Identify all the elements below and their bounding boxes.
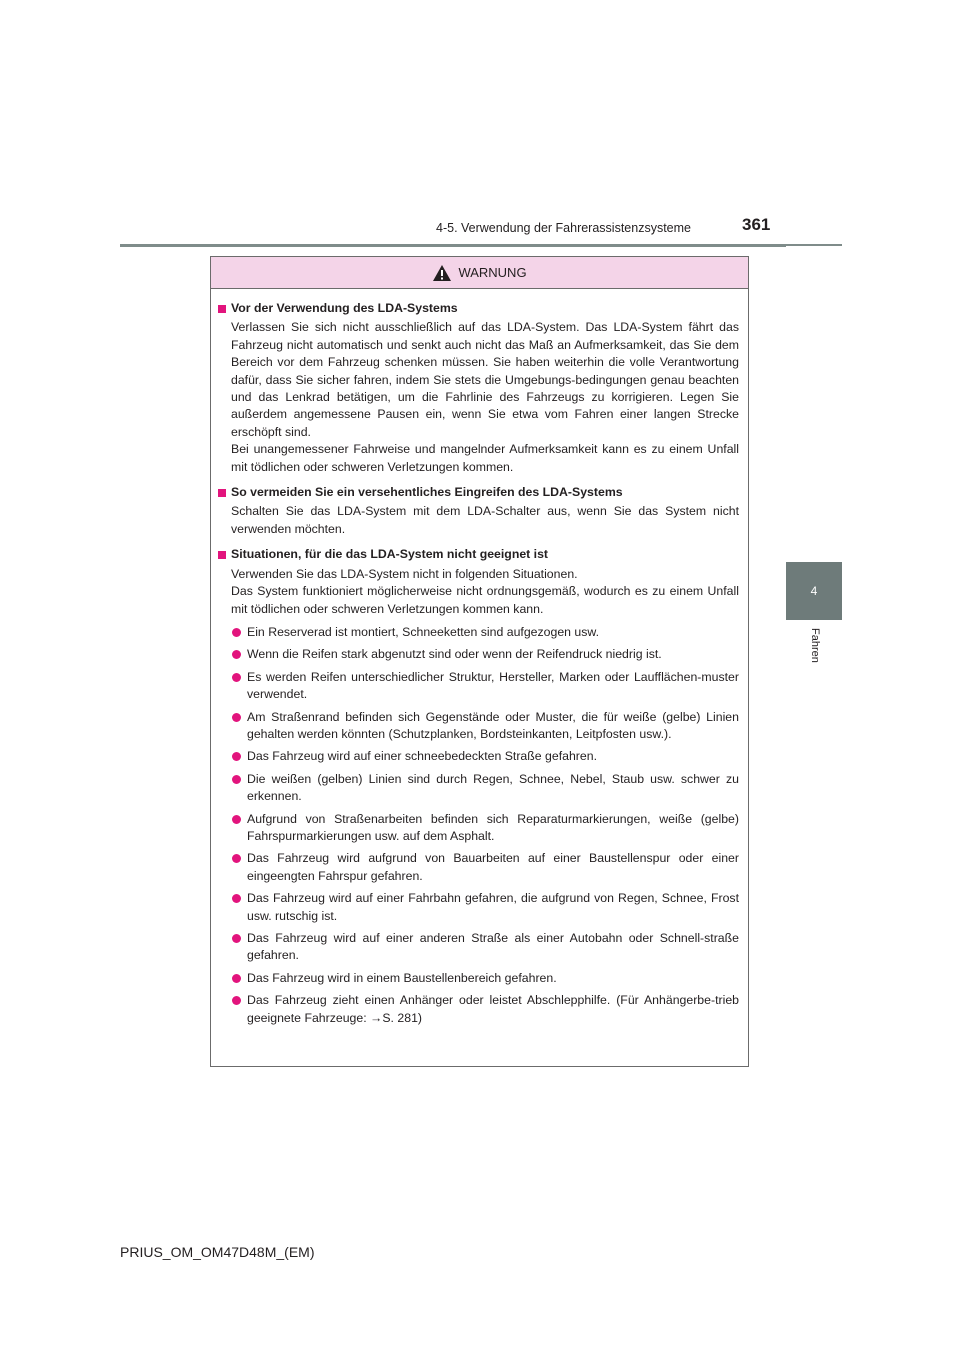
section-title: So vermeiden Sie ein versehentliches Eingreifen des LDA-Systems	[231, 485, 623, 500]
round-bullet-icon	[232, 673, 241, 682]
warning-section	[217, 546, 739, 1027]
round-bullet-icon	[232, 996, 241, 1005]
chapter-number: 4	[810, 584, 818, 598]
header-divider	[120, 244, 842, 247]
section-paragraph: Verlassen Sie sich nicht ausschließlich auf das LDA-System. Das LDA-System fährt das Fahrzeug nicht automatisch und senkt auch nicht das Maß an Aufmerksamkeit, das Sie dem Bereich vor dem Fahrzeug schenken müssen. Sie haben weiterhin die volle Verantwortung dafür, dass Sie sicher fahren, indem Sie stets die Umgebungs-bedingungen genau beachten und das Lenkrad betätigen, um die Fahrlinie des Fahrzeugs zu korrigieren. Legen Sie außerdem angemessene Pausen ein, wenn Sie etwa vom Fahren einer langen Strecke erschöpft sind.	[231, 320, 739, 439]
list-item: Die weißen (gelben) Linien sind durch Regen, Schnee, Nebel, Staub usw. schwer zu erkennen.	[217, 771, 739, 806]
chapter-tab[interactable]	[786, 562, 842, 620]
list-item: Das Fahrzeug wird auf einer anderen Straße als einer Autobahn oder Schnell-straße gefahren.	[217, 930, 739, 965]
warning-section	[217, 300, 739, 476]
square-bullet-icon	[218, 489, 226, 497]
round-bullet-icon	[232, 974, 241, 983]
section-paragraph: Schalten Sie das LDA-System mit dem LDA-Schalter aus, wenn Sie das System nicht verwenden möchten.	[231, 504, 739, 536]
section-title: Vor der Verwendung des LDA-Systems	[231, 301, 458, 315]
list-item: Das Fahrzeug zieht einen Anhänger oder leistet Abschlepphilfe. (Für Anhängerbe-trieb geeignete Fahrzeuge: →S. 281)	[217, 992, 739, 1027]
round-bullet-icon	[232, 650, 241, 659]
list-item: Wenn die Reifen stark abgenutzt sind oder wenn der Reifendruck niedrig ist.	[217, 646, 739, 663]
chapter-label: Fahren	[809, 628, 821, 663]
round-bullet-icon	[232, 775, 241, 784]
page-number: 361	[742, 215, 771, 234]
list-item: Das Fahrzeug wird auf einer Fahrbahn gefahren, die aufgrund von Regen, Schnee, Frost usw. rutschig ist.	[217, 890, 739, 925]
warning-body	[211, 289, 748, 1027]
list-item: Das Fahrzeug wird aufgrund von Bauarbeiten auf einer Baustellenspur oder einer eingeengten Fahrspur gefahren.	[217, 850, 739, 885]
round-bullet-icon	[232, 815, 241, 824]
round-bullet-icon	[232, 934, 241, 943]
section-header: 4-5. Verwendung der Fahrerassistenzsysteme	[436, 221, 691, 235]
list-item: Das Fahrzeug wird in einem Baustellenbereich gefahren.	[217, 970, 739, 987]
list-item: Aufgrund von Straßenarbeiten befinden sich Reparaturmarkierungen, weiße (gelbe) Fahrspurmarkierungen usw. auf dem Asphalt.	[217, 811, 739, 846]
section-paragraph: Bei unangemessener Fahrweise und mangelnder Aufmerksamkeit kann es zu einem Unfall mit tödlichen oder schweren Verletzungen kommen.	[231, 442, 739, 474]
document-code: PRIUS_OM_OM47D48M_(EM)	[120, 1244, 315, 1260]
section-paragraph: Das System funktioniert möglicherweise nicht ordnungsgemäß, wodurch es zu einem Unfall mit tödlichen oder schweren Verletzungen kommen kann.	[231, 584, 739, 616]
round-bullet-icon	[232, 894, 241, 903]
warning-section	[217, 484, 739, 538]
round-bullet-icon	[232, 713, 241, 722]
square-bullet-icon	[218, 305, 226, 313]
bullet-list	[217, 624, 739, 1027]
round-bullet-icon	[232, 628, 241, 637]
warning-title: WARNUNG	[458, 265, 527, 280]
section-title: Situationen, für die das LDA-System nicht geeignet ist	[231, 547, 549, 562]
warning-triangle-icon	[432, 264, 452, 282]
side-tab-strip	[786, 246, 842, 562]
round-bullet-icon	[232, 854, 241, 863]
list-item: Es werden Reifen unterschiedlicher Struktur, Hersteller, Marken oder Laufflächen-muster verwendet.	[217, 669, 739, 704]
warning-box	[210, 256, 749, 1067]
list-item: Das Fahrzeug wird auf einer schneebedeckten Straße gefahren.	[217, 748, 739, 765]
round-bullet-icon	[232, 752, 241, 761]
section-paragraph: Verwenden Sie das LDA-System nicht in folgenden Situationen.	[231, 566, 578, 581]
square-bullet-icon	[218, 551, 226, 559]
list-item: Ein Reserverad ist montiert, Schneeketten sind aufgezogen usw.	[217, 624, 739, 641]
warning-header	[211, 257, 748, 289]
list-item: Am Straßenrand befinden sich Gegenstände oder Muster, die für weiße (gelbe) Linien gehalten werden könnten (Schutzplanken, Bordsteinkanten, Leitpfosten usw.).	[217, 709, 739, 744]
